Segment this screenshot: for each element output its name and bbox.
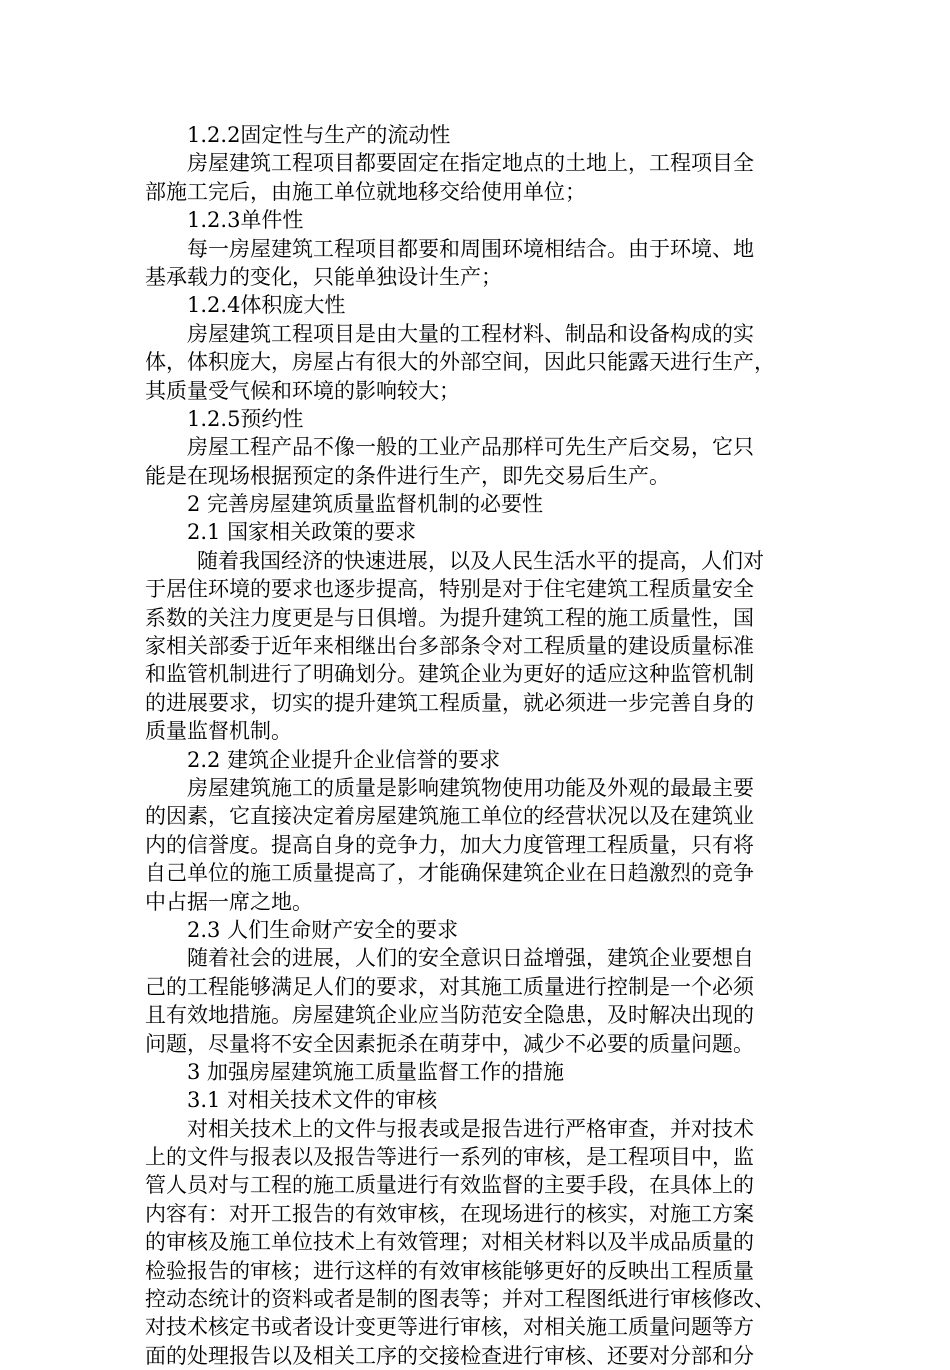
heading-1-2-3: 1.2.3单件性 — [187, 208, 304, 233]
paragraph-line: 自己单位的施工质量提高了，才能确保建筑企业在日趋激烈的竞争 — [145, 861, 754, 886]
paragraph-line: 房屋建筑施工的质量是影响建筑物使用功能及外观的最最主要 — [187, 775, 754, 800]
paragraph-line: 管人员对与工程的施工质量进行有效监督的主要手段，在具体上的 — [145, 1173, 754, 1198]
paragraph-line: 于居住环境的要求也逐步提高，特别是对于住宅建筑工程质量安全 — [145, 577, 754, 602]
paragraph-line: 内容有：对开工报告的有效审核，在现场进行的核实，对施工方案 — [145, 1201, 754, 1226]
paragraph-line: 问题，尽量将不安全因素扼杀在萌芽中，减少不必要的质量问题。 — [145, 1031, 754, 1056]
paragraph-line: 随着我国经济的快速进展，以及人民生活水平的提高，人们对 — [197, 548, 764, 573]
paragraph-line: 控动态统计的资料或者是制的图表等；并对工程图纸进行审核修改、 — [145, 1287, 775, 1312]
heading-2-2: 2.2 建筑企业提升企业信誉的要求 — [187, 747, 501, 772]
paragraph-line: 检验报告的审核；进行这样的有效审核能够更好的反映出工程质量 — [145, 1258, 754, 1283]
paragraph-line: 部施工完后，由施工单位就地移交给使用单位； — [145, 179, 586, 204]
paragraph-line: 内的信誉度。提高自身的竞争力，加大力度管理工程质量，只有将 — [145, 832, 754, 857]
paragraph-line: 家相关部委于近年来相继出台多部条令对工程质量的建设质量标准 — [145, 634, 754, 659]
paragraph-line: 能是在现场根据预定的条件进行生产，即先交易后生产。 — [145, 463, 670, 488]
heading-1-2-4: 1.2.4体积庞大性 — [187, 293, 346, 318]
heading-3: 3 加强房屋建筑施工质量监督工作的措施 — [187, 1059, 565, 1084]
heading-2-1: 2.1 国家相关政策的要求 — [187, 520, 417, 545]
heading-1-2-5: 1.2.5预约性 — [187, 406, 304, 431]
heading-3-1: 3.1 对相关技术文件的审核 — [187, 1088, 438, 1113]
paragraph-line: 其质量受气候和环境的影响较大； — [145, 378, 460, 403]
paragraph-line: 对技术核定书或者设计变更等进行审核，对相关施工质量问题等方 — [145, 1315, 754, 1340]
paragraph-line: 己的工程能够满足人们的要求，对其施工质量进行控制是一个必须 — [145, 974, 754, 999]
paragraph-line: 的进展要求，切实的提升建筑工程质量，就必须进一步完善自身的 — [145, 690, 754, 715]
paragraph-line: 面的处理报告以及相关工序的交接检查进行审核、还要对分部和分 — [145, 1343, 754, 1368]
paragraph-line: 对相关技术上的文件与报表或是报告进行严格审查，并对技术 — [187, 1116, 754, 1141]
paragraph-line: 的审核及施工单位技术上有效管理；对相关材料以及半成品质量的 — [145, 1230, 754, 1255]
paragraph-line: 体，体积庞大，房屋占有很大的外部空间，因此只能露天进行生产， — [145, 350, 775, 375]
heading-2-3: 2.3 人们生命财产安全的要求 — [187, 917, 459, 942]
paragraph-line: 基承载力的变化，只能单独设计生产； — [145, 264, 502, 289]
paragraph-line: 房屋建筑工程项目都要固定在指定地点的土地上，工程项目全 — [187, 151, 754, 176]
paragraph-line: 中占据一席之地。 — [145, 889, 313, 914]
paragraph-line: 且有效地措施。房屋建筑企业应当防范安全隐患，及时解决出现的 — [145, 1003, 754, 1028]
paragraph-line: 质量监督机制。 — [145, 719, 292, 744]
paragraph-line: 和监管机制进行了明确划分。建筑企业为更好的适应这种监管机制 — [145, 662, 754, 687]
paragraph-line: 房屋建筑工程项目是由大量的工程材料、制品和设备构成的实 — [187, 321, 754, 346]
heading-1-2-2: 1.2.2固定性与生产的流动性 — [187, 123, 451, 147]
document-body — [145, 121, 800, 1370]
paragraph-line: 的因素，它直接决定着房屋建筑施工单位的经营状况以及在建筑业 — [145, 804, 754, 829]
heading-2: 2 完善房屋建筑质量监督机制的必要性 — [187, 492, 544, 517]
paragraph-line: 每一房屋建筑工程项目都要和周围环境相结合。由于环境、地 — [187, 236, 754, 261]
paragraph-line: 系数的关注力度更是与日俱增。为提升建筑工程的施工质量性，国 — [145, 605, 754, 630]
paragraph-line: 随着社会的进展，人们的安全意识日益增强，建筑企业要想自 — [187, 946, 754, 971]
paragraph-line: 上的文件与报表以及报告等进行一系列的审核，是工程项目中，监 — [145, 1145, 754, 1170]
paragraph-line: 房屋工程产品不像一般的工业产品那样可先生产后交易，它只 — [187, 435, 754, 460]
